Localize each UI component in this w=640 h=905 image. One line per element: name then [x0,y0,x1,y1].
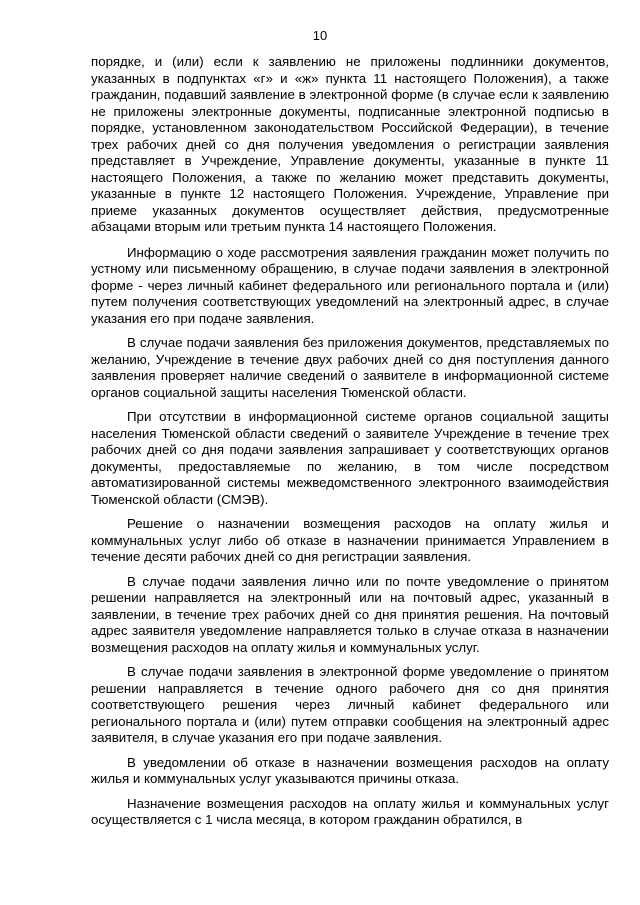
paragraph-notification-electronic: В случае подачи заявления в электронной форме уведомление о принятом решении направляется в течение одного рабочего дня со дня принятия соответствующего решения через личный кабинет федерального или регионального портала и (или) путем отправки сообщения на электронный адрес заявителя, в случае указания его при подаче заявления. [91,664,609,745]
paragraph-status-info: Информацию о ходе рассмотрения заявления гражданин может получить по устному или письменному обращению, в случае подачи заявления в электронной форме - через личный кабинет федерального или регионального портала и (или) путем получения соответствующих уведомлений на электронный адрес, в случае указания его при подаче заявления. [91,244,609,326]
document-body [91,54,609,837]
paragraph-notification-mail: В случае подачи заявления лично или по почте уведомление о принятом решении направляется на электронный или на почтовый адрес, указанный в заявлении, в течение трех рабочих дней со дня принятия решения. На почтовый адрес заявителя уведомление направляется только в случае отказа в назначении возмещения расходов на оплату жилья и коммунальных услуг. [91,573,609,655]
paragraph-missing-info-request: При отсутствии в информационной системе органов социальной защиты населения Тюменской области сведений о заявителе Учреждение в течение трех рабочих дней со дня подачи заявления запрашивает у соответствующих органов документы, предоставляемые по желанию, в том числе посредством автоматизированной системы межведомственного электронного взаимодействия Тюменской области (СМЭВ). [91,409,609,507]
paragraph-decision-deadline: Решение о назначении возмещения расходов на оплату жилья и коммунальных услуг либо об отказе в назначении принимается Управлением в течение десяти рабочих дней со дня регистрации заявления. [91,516,609,564]
page-number: 10 [312,28,328,43]
paragraph-refusal-reasons: В уведомлении об отказе в назначении возмещения расходов на оплату жилья и коммунальных услуг указываются причины отказа. [91,754,609,786]
paragraph-continuation: порядке, и (или) если к заявлению не приложены подлинники документов, указанных в подпунктах «г» и «ж» пункта 11 настоящего Положения), а также гражданин, подавший заявление в электронной форме (в случае если к заявлению не приложены электронные документы, подписанные электронной подписью в порядке, установленном законодательством Российской Федерации), в течение трех рабочих дней со дня получения уведомления о регистрации заявления представляет в Учреждение, Управление документы, указанные в пункте 11 настоящего Положения, а также по желанию может представить документы, указанные в пункте 12 настоящего Положения. Учреждение, Управление при приеме указанных документов осуществляет действия, предусмотренные абзацами вторым или третьим пункта 14 настоящего Положения. [91,54,609,234]
paragraph-no-optional-documents: В случае подачи заявления без приложения документов, представляемых по желанию, Учреждение в течение двух рабочих дней со дня поступления данного заявления проверяет наличие сведений о заявителе в информационной системе органов социальной защиты населения Тюменской области. [91,335,609,400]
paragraph-assignment-start: Назначение возмещения расходов на оплату жилья и коммунальных услуг осуществляется с 1 числа месяца, в котором гражданин обратился, в [91,795,609,827]
